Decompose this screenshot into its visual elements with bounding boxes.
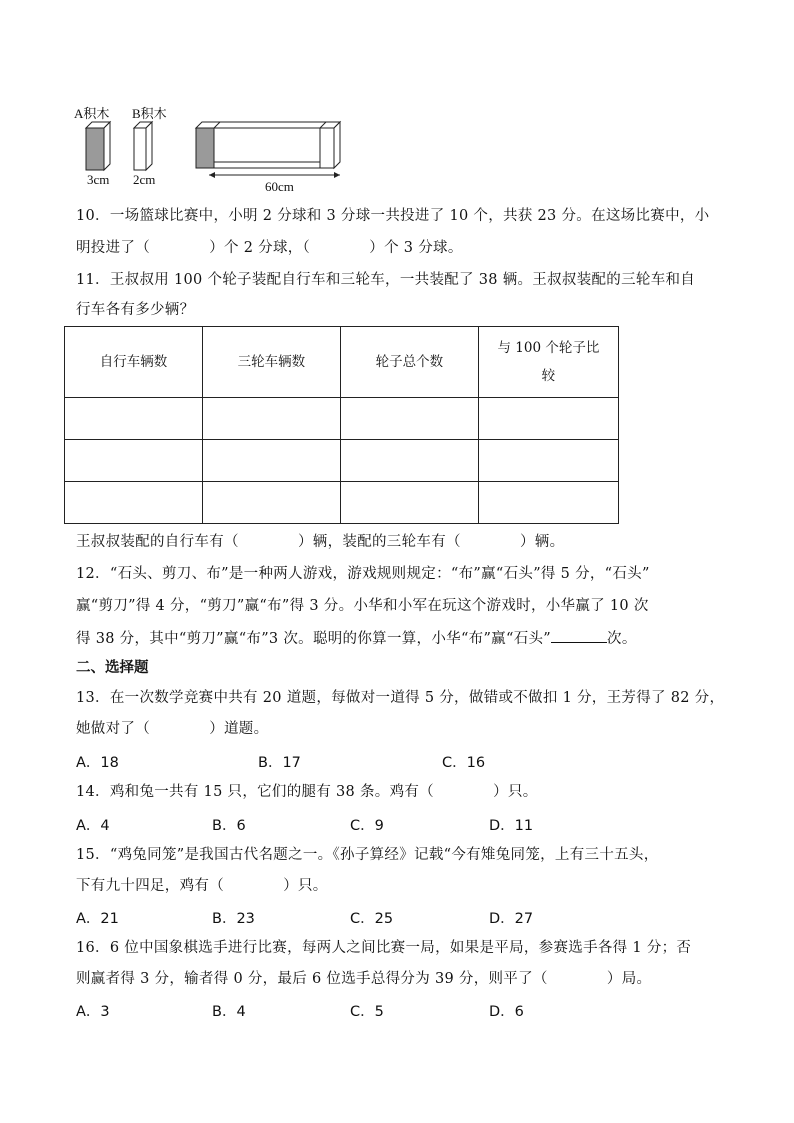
long-box-shape (196, 122, 340, 178)
q15-option-a[interactable]: A．21 (76, 911, 119, 927)
table-header-cell: 三轮车辆数 (202, 327, 340, 398)
q15-option-c[interactable]: C．25 (350, 911, 394, 927)
table-header-cell: 与 100 个轮子比较 (478, 327, 618, 398)
q16-option-b[interactable]: B．4 (212, 1004, 246, 1020)
q12-line-1: 12．“石头、剪刀、布”是一种两人游戏，游戏规则规定：“布”赢“石头”得 5 分，“石头” (76, 566, 650, 582)
q13-line-1: 13．在一次数学竞赛中共有 20 道题，每做对一道得 5 分，做错或不做扣 1 分，王芳得了 82 分， (76, 690, 725, 706)
q12-line-3 (76, 628, 637, 649)
q14-option-b[interactable]: B．6 (212, 818, 246, 834)
table-cell[interactable] (478, 482, 618, 524)
box-dimension: 60cm (265, 179, 294, 194)
q16-option-c[interactable]: C．5 (350, 1004, 384, 1020)
q16-option-d[interactable]: D．6 (489, 1004, 524, 1020)
q10-line-2: 明投进了（ ）个 2 分球，（ ）个 3 分球。 (76, 240, 463, 256)
table-cell[interactable] (340, 440, 478, 482)
block-a-dimension: 3cm (87, 172, 110, 187)
q11-answer: 王叔叔装配的自行车有（ ）辆，装配的三轮车有（ ）辆。 (76, 534, 565, 550)
q10-line-1: 10．一场篮球比赛中，小明 2 分球和 3 分球一共投进了 10 个，共获 23 分。在这场比赛中，小 (76, 208, 710, 224)
table-cell[interactable] (202, 482, 340, 524)
blocks-figure (82, 118, 344, 192)
table-row (65, 482, 619, 524)
q14-line-1: 14．鸡和兔一共有 15 只，它们的腿有 38 条。鸡有（ ）只。 (76, 784, 538, 800)
table-row (65, 398, 619, 440)
q15-line-1: 15．“鸡兔同笼”是我国古代名题之一。《孙子算经》记载“今有雉兔同笼，上有三十五头， (76, 847, 659, 863)
block-b-dimension: 2cm (133, 172, 156, 187)
table-cell[interactable] (340, 482, 478, 524)
q11-table (64, 326, 619, 524)
table-cell[interactable] (65, 398, 203, 440)
q14-option-a[interactable]: A．4 (76, 818, 110, 834)
q15-line-2: 下有九十四足，鸡有（ ）只。 (76, 878, 328, 894)
table-cell[interactable] (478, 398, 618, 440)
block-a-label: A积木 (74, 106, 110, 121)
table-cell[interactable] (65, 440, 203, 482)
block-b-label: B积木 (132, 106, 167, 121)
table-cell[interactable] (65, 482, 203, 524)
q14-option-c[interactable]: C．9 (350, 818, 384, 834)
q13-line-2: 她做对了（ ）道题。 (76, 721, 269, 737)
table-cell[interactable] (478, 440, 618, 482)
table-cell[interactable] (340, 398, 478, 440)
q13-option-a[interactable]: A．18 (76, 755, 119, 771)
q12-line-3-text: 得 38 分，其中“剪刀”赢“布”3 次。聪明的你算一算，小华“布”赢“石头” (76, 631, 552, 647)
q14-option-d[interactable]: D．11 (489, 818, 534, 834)
block-b-shape (134, 122, 152, 170)
q15-option-d[interactable]: D．27 (489, 911, 534, 927)
q15-option-b[interactable]: B．23 (212, 911, 255, 927)
table-cell[interactable] (202, 398, 340, 440)
table-header-cell: 轮子总个数 (340, 327, 478, 398)
q12-answer-blank[interactable] (551, 628, 607, 643)
q11-line-2: 行车各有多少辆？ (76, 302, 195, 318)
table-row (65, 440, 619, 482)
q13-option-c[interactable]: C．16 (442, 755, 486, 771)
table-header-cell: 自行车辆数 (65, 327, 203, 398)
section-title: 二、选择题 (76, 660, 149, 676)
q12-line-3-end: 次。 (607, 631, 637, 647)
q11-line-1: 11．王叔叔用 100 个轮子装配自行车和三轮车，一共装配了 38 辆。王叔叔装配的三轮车和自 (76, 272, 696, 288)
q16-option-a[interactable]: A．3 (76, 1004, 110, 1020)
block-a-shape (86, 122, 110, 170)
q12-line-2: 赢“剪刀”得 4 分，“剪刀”赢“布”得 3 分。小华和小军在玩这个游戏时，小华赢了 10 次 (76, 598, 649, 614)
q16-line-1: 16．6 位中国象棋选手进行比赛，每两人之间比赛一局，如果是平局，参赛选手各得 1 分；否 (76, 940, 692, 956)
table-header-row (65, 327, 619, 398)
table-cell[interactable] (202, 440, 340, 482)
q13-option-b[interactable]: B．17 (258, 755, 301, 771)
q16-line-2: 则赢者得 3 分，输者得 0 分，最后 6 位选手总得分为 39 分，则平了（ ）局。 (76, 971, 652, 987)
